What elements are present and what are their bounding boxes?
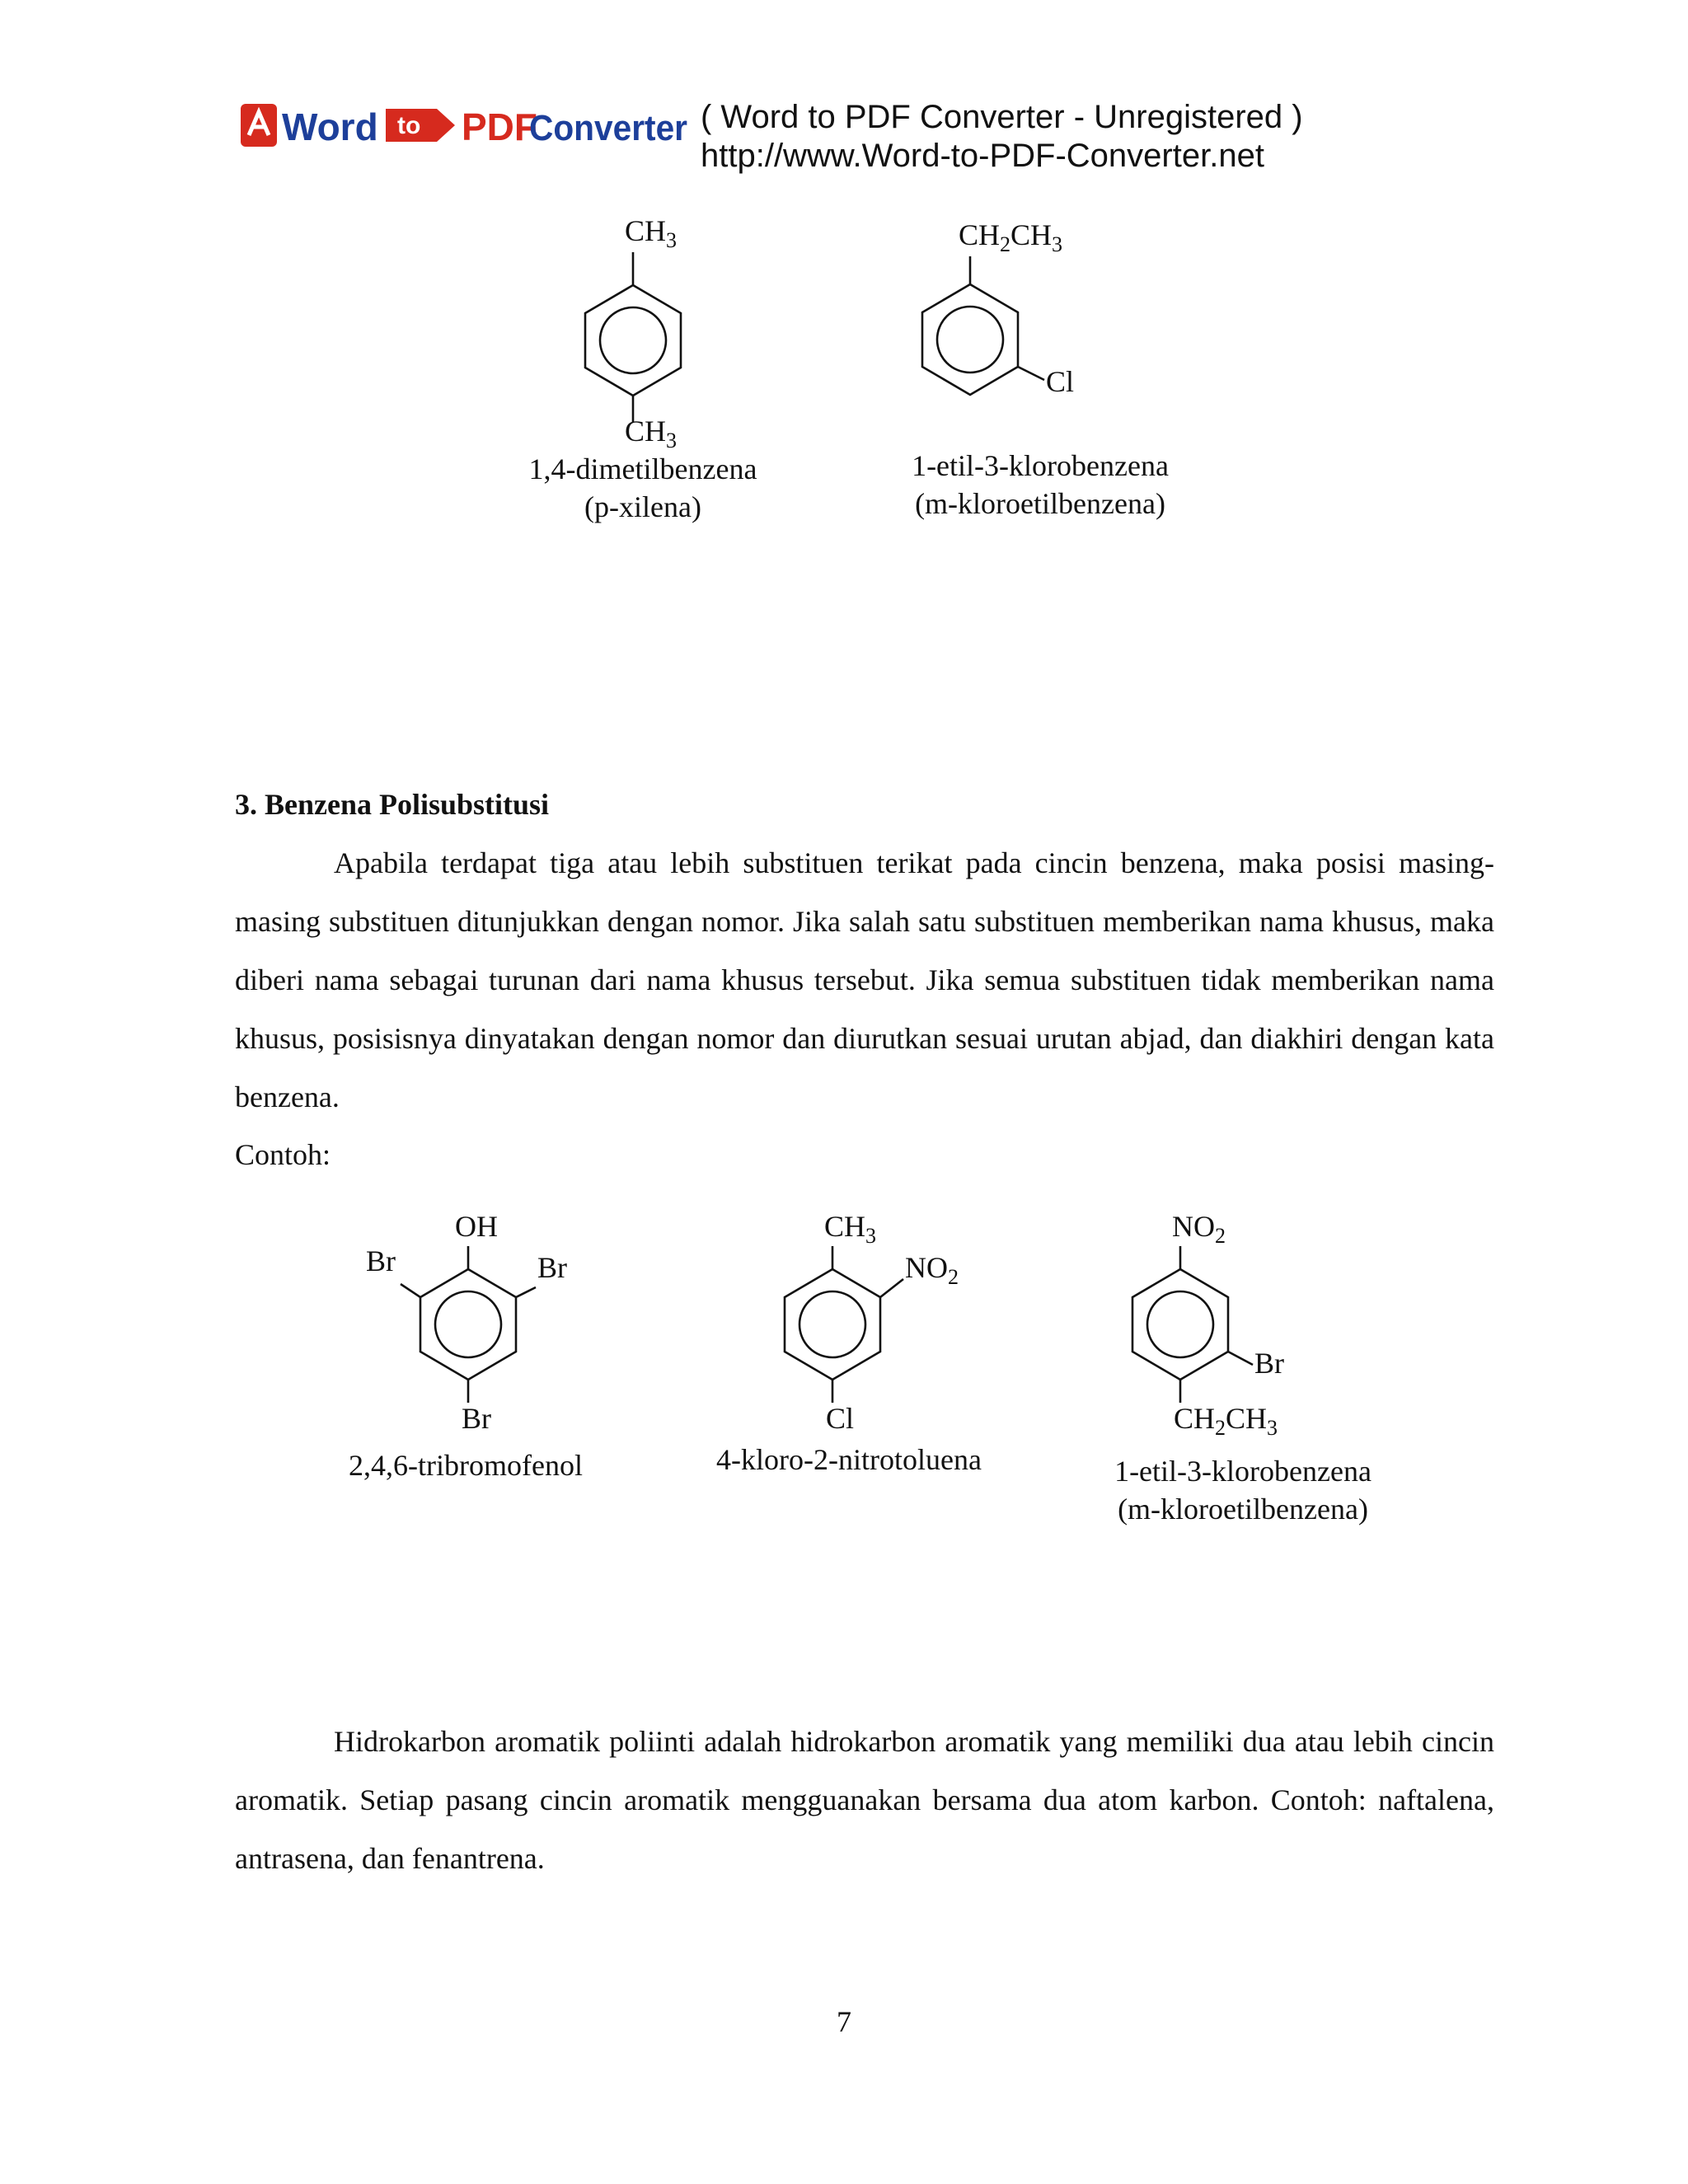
watermark-logo — [239, 99, 692, 152]
molecule-m-chloroethylbenzene — [894, 210, 1166, 408]
substituent-right: $NO_2$ — [905, 1251, 959, 1289]
logo-to: to — [397, 112, 421, 139]
molecule-caption — [349, 1446, 583, 1484]
closing-paragraph: Hidrokarbon aromatik poliinti adalah hidrokarbon aromatik yang memiliki dua atau lebih cincin aromatik. Setiap pasang cincin aromatik mengguanakan bersama dua atom karbon. Contoh: naftalena, antrasena, dan fenantrena. — [235, 1725, 1494, 1875]
compound-name: 4-kloro-2-nitrotoluena — [716, 1443, 982, 1476]
logo-pdf: PDF — [462, 105, 537, 148]
logo-word: Word — [282, 105, 378, 148]
molecule-chloronitrotoluene — [742, 1202, 997, 1441]
molecule-p-xylene — [544, 206, 742, 453]
molecule-caption — [716, 1441, 982, 1479]
substituent-left: Br — [366, 1244, 396, 1277]
molecule-tribromophenol — [354, 1202, 593, 1441]
substituent-bottom: $CH_2CH_3$ — [1174, 1402, 1278, 1440]
substituent-top: $CH_3$ — [625, 214, 678, 252]
watermark-url[interactable]: http://www.Word-to-PDF-Converter.net — [701, 138, 1264, 174]
compound-alt-name: (p-xilena) — [584, 490, 701, 523]
compound-name: 1,4-dimetilbenzena — [528, 452, 757, 485]
substituent-top: $CH_2CH_3$ — [959, 218, 1063, 256]
section-paragraph: Apabila terdapat tiga atau lebih substituen terikat pada cincin benzena, maka posisi masing-masing substituen ditunjukkan dengan nomor. Jika salah satu substituen memberikan nama khusus, maka diberi nama sebagai turunan dari nama khusus tersebut. Jika semua substituen tidak memberikan nama khusus, posisisnya dinyatakan dengan nomor dan diurutkan sesuai urutan abjad, dan diakhiri dengan kata benzena. — [235, 846, 1494, 1113]
compound-alt-name: (m-kloroetilbenzena) — [915, 487, 1165, 520]
molecule-caption — [1114, 1452, 1372, 1528]
page-number: 7 — [837, 2005, 851, 2038]
molecule-bromo-ethyl-nitrobenzene — [1096, 1202, 1343, 1441]
compound-name: 1-etil-3-klorobenzena — [1114, 1455, 1372, 1488]
substituent-right: Br — [537, 1251, 567, 1284]
substituent-top: OH — [455, 1210, 498, 1243]
molecule-caption — [529, 450, 757, 526]
section-heading: 3. Benzena Polisubstitusi — [235, 788, 550, 821]
watermark-line-1: ( Word to PDF Converter - Unregistered ) — [701, 99, 1303, 135]
substituent-top: $CH_3$ — [824, 1210, 877, 1248]
substituent-bottom: $CH_3$ — [625, 415, 678, 452]
substituent-bottom: Cl — [826, 1402, 855, 1435]
molecule-caption — [912, 447, 1169, 523]
substituent-bottom: Br — [462, 1402, 491, 1435]
example-label: Contoh: — [235, 1138, 331, 1171]
compound-name: 1-etil-3-klorobenzena — [912, 449, 1169, 482]
substituent-right: Br — [1254, 1347, 1284, 1380]
compound-alt-name: (m-kloroetilbenzena) — [1118, 1493, 1368, 1526]
substituent-top: $NO_2$ — [1172, 1210, 1226, 1248]
substituent-meta: Cl — [1046, 365, 1075, 398]
logo-converter: Converter — [529, 108, 687, 148]
compound-name: 2,4,6-tribromofenol — [349, 1449, 583, 1482]
